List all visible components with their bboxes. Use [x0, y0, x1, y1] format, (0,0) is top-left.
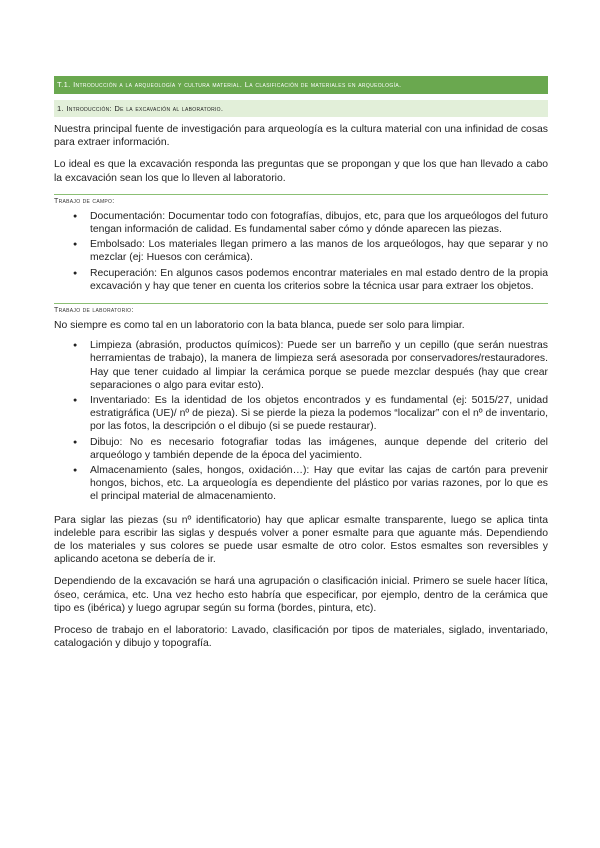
body-paragraph: Para siglar las piezas (su nº identificatorio) hay que aplicar esmalte transparente, luego se aplica tinta indeleble para escribir las siglas y después volver a poner esmalte para que aguante más. Dependiendo de los materiales y sus colores se puede usar esmalte de otro color. Estos esmaltes son reversibles y aplicando acetona se debería de ir.: [54, 514, 548, 566]
section-heading: 1. Introducción: De la excavación al laboratorio.: [54, 100, 548, 117]
list-item: ● Limpieza (abrasión, productos químicos): Puede ser un barreño y un cepillo (que serán nuestras herramientas de trabajo), la manera de limpieza será asesorada por conservadores/restauradores. Hay que tener cuidado al limpiar la cerámica porque se puede mezclar después (hay que crear separaciones o algo para evitar esto).: [90, 339, 548, 392]
list-item: ● Almacenamiento (sales, hongos, oxidación…): Hay que evitar las cajas de cartón para prevenir hongos, bichos, etc. La arqueología es dependiente del plástico por varias razones, por lo que es el principal material de almacenamiento.: [90, 464, 548, 504]
list-item: ● Dibujo: No es necesario fotografiar todas las imágenes, aunque depende del criterio del arqueólogo y también depende de la época del yacimiento.: [90, 436, 548, 462]
field-work-list: [54, 210, 548, 293]
lab-intro-paragraph: No siempre es como tal en un laboratorio con la bata blanca, puede ser solo para limpiar.: [54, 320, 465, 332]
intro-paragraph: Lo ideal es que la excavación responda las preguntas que se propongan y que los que han llevado a cabo la excavación sean los que lo lleven al laboratorio.: [54, 159, 548, 184]
section-divider: [54, 194, 548, 205]
section-divider: [54, 303, 548, 314]
lab-work-label: Trabajo de laboratorio:: [54, 307, 134, 315]
chapter-heading: T.1. Introducción a la arqueología y cultura material. La clasificación de materiales en arqueología.: [54, 76, 548, 94]
lab-work-list: [54, 339, 548, 503]
field-work-label: Trabajo de campo:: [54, 197, 115, 205]
intro-paragraph: Nuestra principal fuente de investigación para arqueología es la cultura material con una infinidad de cosas para extraer información.: [54, 124, 548, 149]
list-item: ● Embolsado: Los materiales llegan primero a las manos de los arqueólogos, hay que separar y no mezclar (ej: Huesos con cerámica).: [90, 238, 548, 264]
list-item: ● Documentación: Documentar todo con fotografías, dibujos, etc, para que los arqueólogos del futuro tengan información de calidad. Es fundamental saber cómo y dónde aparecen las piezas.: [90, 210, 548, 236]
body-paragraph: Dependiendo de la excavación se hará una agrupación o clasificación inicial. Primero se suele hacer lítica, óseo, cerámica, etc. Una vez hecho esto habría que especificar, por ejemplo, dentro de la cerámica que tipo es (ibérica) y luego agrupar según su forma (bordes, pintura, etc).: [54, 576, 548, 614]
list-item: ● Recuperación: En algunos casos podemos encontrar materiales en mal estado dentro de la propia excavación y hay que tener en cuenta los criterios sobre la técnica usar para extraer los objetos.: [90, 267, 548, 293]
document-content: [54, 76, 548, 660]
list-item: ● Inventariado: Es la identidad de los objetos encontrados y es fundamental (ej: 5015/27, unidad estratigráfica (UE)/ nº de pieza). Si se pierde la pieza la podemos “localizar” con el nº de inventario, por las fotos, la descripción o el dibujo (si se puede restaurar).: [90, 394, 548, 434]
body-paragraph: Proceso de trabajo en el laboratorio: Lavado, clasificación por tipos de materiales, siglado, inventariado, catalogación y dibujo y topografía.: [54, 625, 548, 650]
